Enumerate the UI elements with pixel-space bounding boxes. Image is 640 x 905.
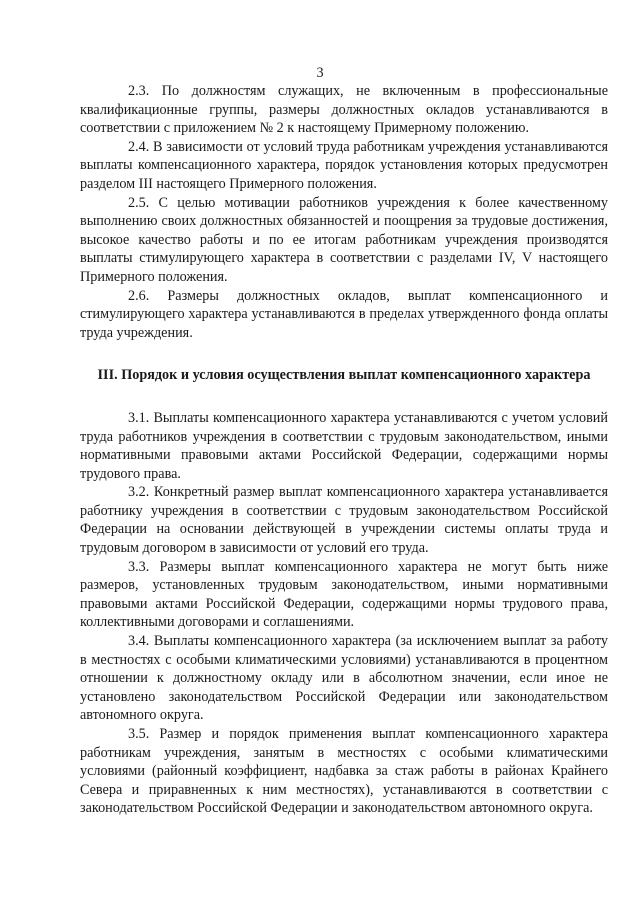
paragraph-3-4: 3.4. Выплаты компенсационного характера (за исключением выплат за работу в местностях с особыми климатическими условиями) устанавливаются в процентном отношении к должностному окладу или в абсолютном значении, если иное не установлено законодательством Российской Федерации или законодательством автономного округа. (80, 633, 608, 724)
paragraph-3-1: 3.1. Выплаты компенсационного характера устанавливаются с учетом условий труда работников учреждения в соответствии с трудовым законодательством, иными нормативными правовыми актами Российской Федерации, содержащими нормы трудового права. (80, 409, 608, 482)
paragraph-2-6: 2.6. Размеры должностных окладов, выплат компенсационного и стимулирующего характера устанавливаются в пределах утвержденного фонда оплаты труда учреждения. (80, 287, 608, 341)
paragraph-3-5: 3.5. Размер и порядок применения выплат компенсационного характера работникам учреждения, занятым в местностях с особыми климатическими условиями (районный коэффициент, надбавка за стаж работы в районах Крайнего Севера и приравненных к ним местностях), устанавливаются в соответствии с законодательством Российской Федерации и законодательством автономного округа. (80, 726, 608, 817)
section-heading: III. Порядок и условия осуществления выплат компенсационного характера (97, 367, 591, 384)
paragraph-3-2: 3.2. Конкретный размер выплат компенсационного характера устанавливается работнику учреждения в соответствии с трудовым законодательством Российской Федерации на основании действующей в учреждении системы оплаты труда и трудовым договором в зависимости от условий его труда. (80, 484, 608, 557)
document-body (80, 82, 608, 818)
paragraph-2-3: 2.3. По должностям служащих, не включенным в профессиональные квалификационные группы, размеры должностных окладов устанавливаются в соответствии с приложением № 2 к настоящему Примерному положению. (80, 83, 608, 137)
paragraph-3-3: 3.3. Размеры выплат компенсационного характера не могут быть ниже размеров, установленных трудовым законодательством, иными нормативными правовыми актами Российской Федерации, содержащими нормы трудового права, коллективными договорами и соглашениями. (80, 558, 608, 631)
paragraph-2-4: 2.4. В зависимости от условий труда работникам учреждения устанавливаются выплаты компенсационного характера, порядок установления которых предусмотрен разделом III настоящего Примерного положения. (80, 138, 608, 192)
paragraph-2-5: 2.5. С целью мотивации работников учреждения к более качественному выполнению своих должностных обязанностей и поощрения за трудовые достижения, высокое качество работы и по ее итогам работникам учреждения производятся выплаты стимулирующего характера в соответствии с разделами IV, V настоящего Примерного положения. (80, 194, 608, 285)
page-number: 3 (316, 65, 324, 81)
